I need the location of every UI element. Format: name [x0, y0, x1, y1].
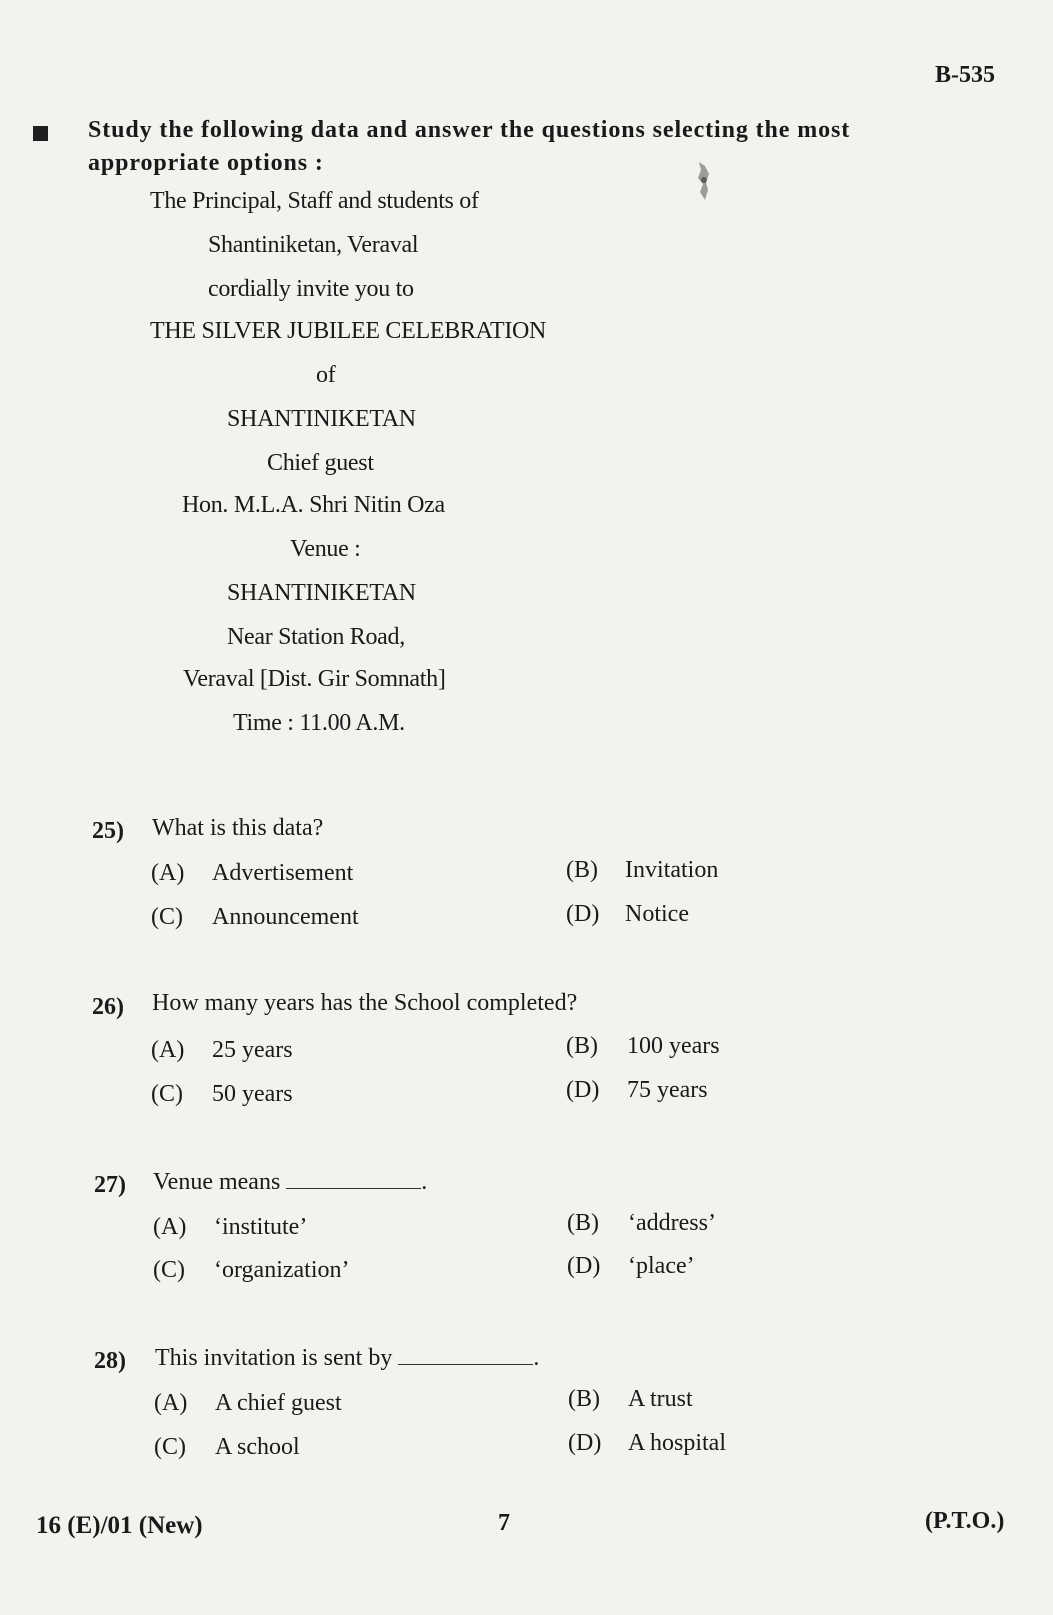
invitation-line: Veraval [Dist. Gir Somnath]	[183, 666, 446, 692]
answer-blank	[398, 1344, 533, 1365]
option-letter: (D)	[566, 901, 600, 927]
ink-smudge-icon	[696, 160, 712, 202]
option-text: ‘address’	[628, 1210, 716, 1236]
option-text: Invitation	[625, 857, 719, 883]
please-turn-over: (P.T.O.)	[925, 1508, 1005, 1534]
invitation-line: SHANTINIKETAN	[227, 580, 416, 606]
option-text: Notice	[625, 901, 689, 927]
invitation-line: Venue :	[290, 536, 361, 562]
invitation-line: Hon. M.L.A. Shri Nitin Oza	[182, 492, 445, 518]
question-number: 26)	[92, 994, 124, 1020]
option-text: 25 years	[212, 1037, 293, 1063]
invitation-line: of	[316, 362, 336, 388]
invitation-line: Shantiniketan, Veraval	[208, 232, 419, 258]
option-text: ‘organization’	[214, 1257, 350, 1283]
option-letter: (B)	[566, 1033, 598, 1059]
option-text: 50 years	[212, 1081, 293, 1107]
option-letter: (C)	[154, 1434, 186, 1460]
option-letter: (D)	[566, 1077, 600, 1103]
option-letter: (B)	[566, 857, 598, 883]
option-letter: (D)	[568, 1430, 602, 1456]
page-number: 7	[498, 1510, 510, 1536]
option-text: Announcement	[212, 904, 359, 930]
question-text: How many years has the School completed?	[152, 990, 578, 1016]
question-text-line: This invitation is sent by .	[155, 1345, 540, 1371]
option-letter: (A)	[154, 1390, 188, 1416]
invitation-line: Near Station Road,	[227, 624, 405, 650]
option-text: 75 years	[627, 1077, 708, 1103]
option-letter: (A)	[151, 860, 185, 886]
option-letter: (B)	[568, 1386, 600, 1412]
question-text-line: Venue means .	[153, 1169, 428, 1195]
option-letter: (D)	[567, 1253, 601, 1279]
option-letter: (B)	[567, 1210, 599, 1236]
option-text: Advertisement	[212, 860, 354, 886]
question-text: Venue means	[153, 1169, 281, 1195]
square-bullet-icon	[33, 126, 48, 141]
answer-blank	[286, 1168, 421, 1189]
question-number: 28)	[94, 1348, 126, 1374]
option-text: A trust	[628, 1386, 693, 1412]
option-text: A chief guest	[215, 1390, 342, 1416]
invitation-line: SHANTINIKETAN	[227, 406, 416, 432]
option-text: A school	[215, 1434, 300, 1460]
invitation-line: Chief guest	[267, 450, 374, 476]
invitation-line: cordially invite you to	[208, 276, 414, 302]
invitation-line: The Principal, Staff and students of	[150, 188, 479, 214]
question-text: What is this data?	[152, 815, 324, 841]
option-letter: (C)	[151, 1081, 183, 1107]
question-number: 25)	[92, 818, 124, 844]
option-text: 100 years	[627, 1033, 720, 1059]
option-text: ‘institute’	[214, 1214, 308, 1240]
option-letter: (A)	[151, 1037, 185, 1063]
paper-code: B-535	[935, 62, 995, 88]
option-letter: (C)	[151, 904, 183, 930]
invitation-line: THE SILVER JUBILEE CELEBRATION	[150, 318, 547, 344]
option-text: A hospital	[628, 1430, 727, 1456]
option-text: ‘place’	[628, 1253, 695, 1279]
question-text: This invitation is sent by	[155, 1345, 393, 1371]
option-letter: (C)	[153, 1257, 185, 1283]
option-letter: (A)	[153, 1214, 187, 1240]
footer-paper-code: 16 (E)/01 (New)	[36, 1512, 203, 1539]
instruction-text: Study the following data and answer the questions selecting the most appropriate options :	[88, 117, 851, 176]
invitation-line: Time : 11.00 A.M.	[233, 710, 405, 736]
question-number: 27)	[94, 1172, 126, 1198]
